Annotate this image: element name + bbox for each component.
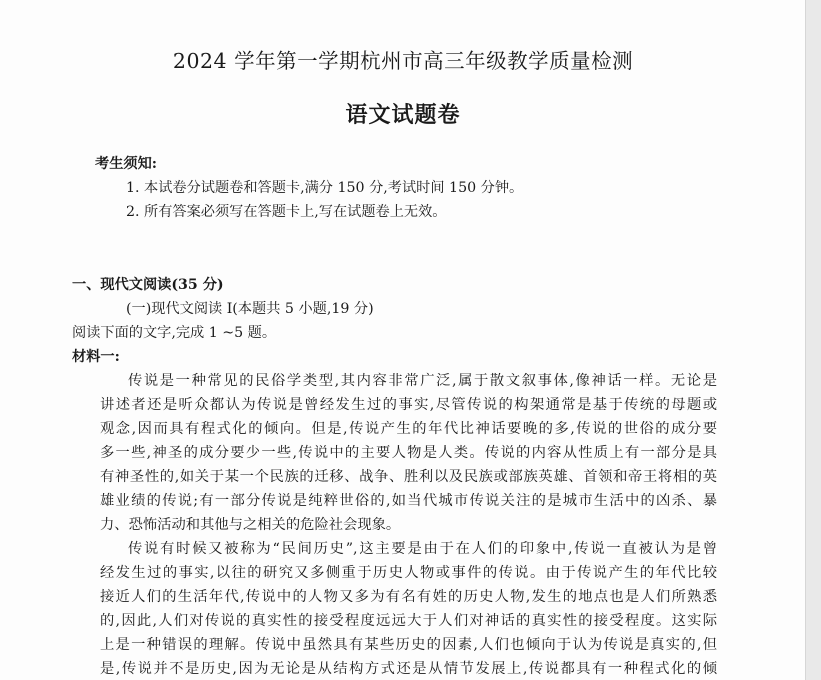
notice-item: 1. 本试卷分试题卷和答题卡,满分 150 分,考试时间 150 分钟。 <box>126 180 524 196</box>
section-heading: 一、现代文阅读(35 分) <box>72 277 224 293</box>
paragraph-line: 观念,因而具有程式化的倾向。但是,传说产生的年代比神话要晚的多,传说的世俗的成分要 <box>100 421 717 437</box>
notice-heading: 考生须知: <box>95 156 157 172</box>
notice-item: 2. 所有答案必须写在答题卡上,写在试题卷上无效。 <box>126 204 447 220</box>
exam-title: 2024 学年第一学期杭州市高三年级教学质量检测 <box>172 49 634 73</box>
paragraph-line: 雄业绩的传说;有一部分传说是纯粹世俗的,如当代城市传说关注的是城市生活中的凶杀、暴 <box>100 493 717 509</box>
paragraph-line: 接近人们的生活年代,传说中的人物又多为有名有姓的历史人物,发生的地点也是人们所熟悉 <box>100 589 717 605</box>
paragraph-line: 力、恐怖活动和其他与之相关的危险社会现象。 <box>100 517 401 533</box>
exam-subtitle: 语文试题卷 <box>345 102 461 128</box>
paragraph-line: 有神圣性的,如关于某一个民族的迁移、战争、胜利以及民族或部族英雄、首领和帝王将相的英 <box>100 469 717 485</box>
paragraph-line: 经发生过的事实,以往的研究又多侧重于历史人物或事件的传说。由于传说产生的年代比较 <box>100 565 717 581</box>
reading-instruction: 阅读下面的文字,完成 1 ~5 题。 <box>72 325 277 341</box>
paragraph-line: 多一些,神圣的成分要少一些,传说中的主要人物是人类。传说的内容从性质上有一部分是具 <box>100 445 717 461</box>
paragraph-line: 是,传说并不是历史,因为无论是从结构方式还是从情节发展上,传说都具有一种程式化的倾 <box>100 661 717 677</box>
paragraph-line: 传说有时候又被称为“民间历史”,这主要是由于在人们的印象中,传说一直被认为是曾 <box>128 541 717 557</box>
material-label: 材料一: <box>72 349 120 365</box>
paragraph-line: 讲述者还是听众都认为传说是曾经发生过的事实,尽管传说的构架通常是基于传统的母题或 <box>100 397 717 413</box>
paragraph-line: 上是一种错误的理解。传说中虽然具有某些历史的因素,人们也倾向于认为传说是真实的,但 <box>100 637 717 653</box>
paragraph-line: 传说是一种常见的民俗学类型,其内容非常广泛,属于散文叙事体,像神话一样。无论是 <box>128 373 717 389</box>
paragraph-line: 的,因此,人们对传说的真实性的接受程度远远大于人们对神话的真实性的接受程度。这实际 <box>100 613 717 629</box>
viewer-scrollbar[interactable] <box>805 0 821 680</box>
section-subheading: (一)现代文阅读 I(本题共 5 小题,19 分) <box>126 301 374 317</box>
